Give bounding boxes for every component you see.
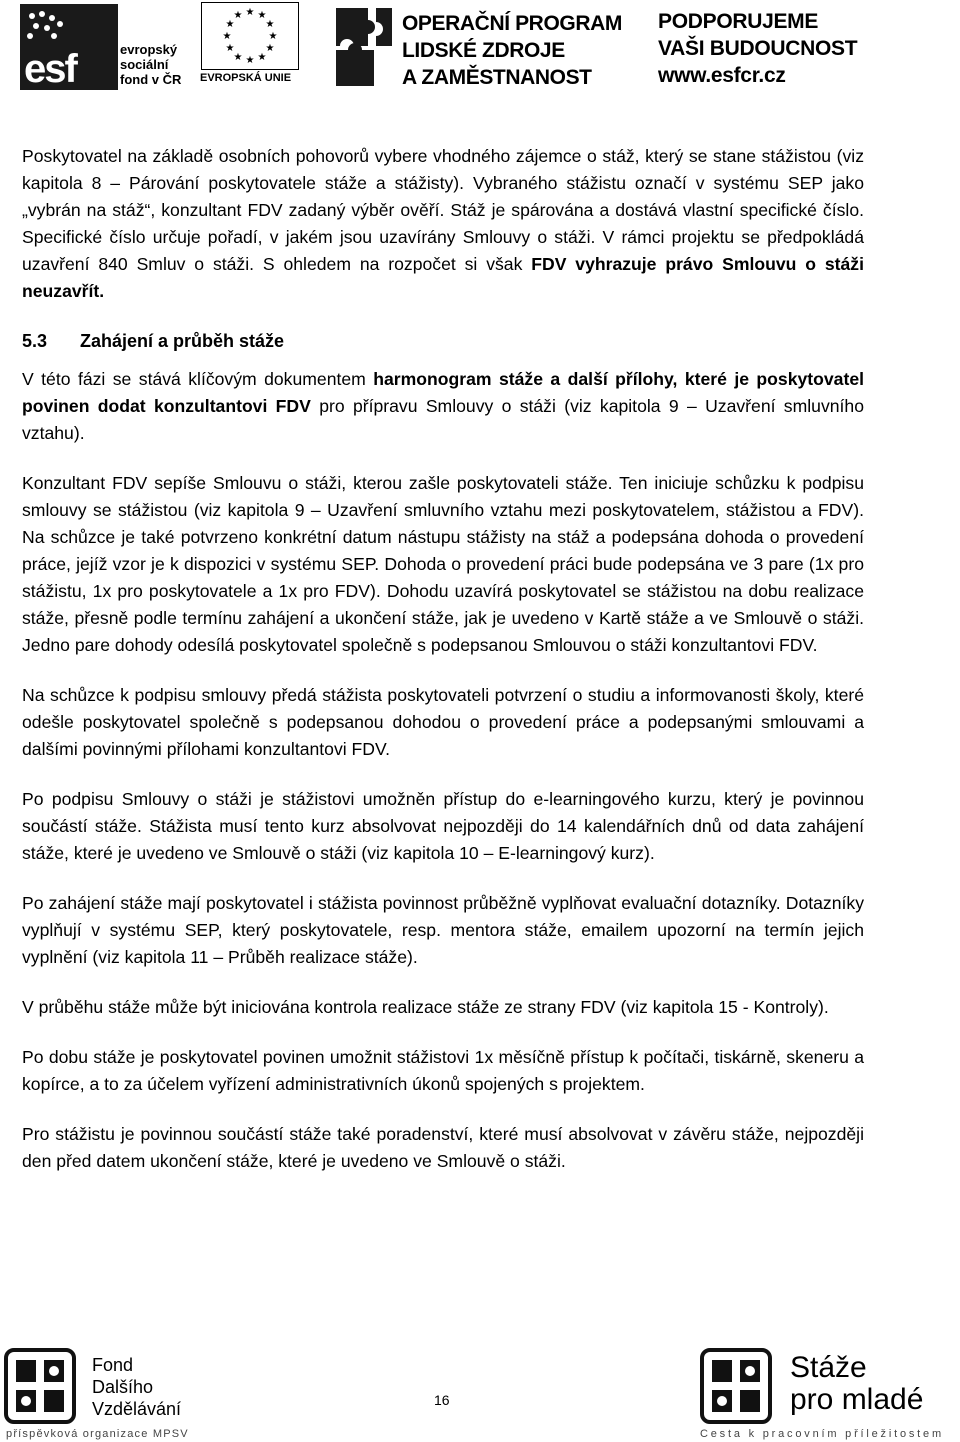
support-block (658, 8, 857, 89)
paragraph-2: V této fázi se stává klíčovým dokumentem harmonogram stáže a další přílohy, které je poskytovatel povinen dodat konzultantovi FDV pro přípravu Smlouvy o stáži (viz kapitola 9 – Uzavření smluvního vztahu). (22, 369, 864, 443)
svg-text:★: ★ (225, 19, 235, 30)
op-line-3: A ZAMĚSTNANOST (402, 66, 592, 89)
paragraph-9: Pro stážistu je povinnou součástí stáže také poradenství, které musí absolvovat v závěru stáže, nejpozději den před datem ukončení stáže, které je uvedeno ve Smlouvě o stáži. (22, 1124, 864, 1171)
svg-text:★: ★ (225, 43, 235, 54)
staze-subtitle: Cesta k pracovním příležitostem (700, 1428, 944, 1440)
paragraph-6: Po zahájení stáže mají poskytovatel i stážista povinnost průběžně vyplňovat evaluační dotazníky. Dotazníky vyplňují v systému SEP, který poskytovatele, resp. mentora stáže, emailem upozorní na termín jejich vyplnění (viz kapitola 11 – Průběh realizace stáže). (22, 893, 864, 967)
fdv-name: Fond Dalšího Vzdělávání (92, 1355, 182, 1419)
page-footer (0, 1346, 960, 1442)
section-number: 5.3 (22, 331, 48, 351)
esf-logo (20, 4, 118, 90)
page-header (0, 0, 960, 100)
svg-text:★: ★ (265, 43, 275, 54)
esf-logo-block (20, 4, 200, 90)
op-logo-block (330, 4, 640, 90)
svg-text:★: ★ (222, 31, 232, 42)
svg-text:★: ★ (233, 52, 243, 63)
document-body (22, 143, 864, 1198)
svg-text:esf: esf (24, 47, 76, 90)
section-title: Zahájení a průběh stáže (80, 331, 285, 351)
puzzle-icon (330, 4, 396, 90)
svg-text:★: ★ (265, 19, 275, 30)
staze-logo (700, 1348, 772, 1424)
eu-flag-icon (201, 2, 299, 70)
paragraph-3: Konzultant FDV sepíše Smlouvu o stáži, kterou zašle poskytovateli stáže. Ten iniciuje schůzku k podpisu smlouvy se stážistou (viz kapitola 9 – Uzavření smluvního vztahu mezi poskytovatelem, stážistou a FDV). Na schůzce je také potvrzeno konkrétní datum nástupu stážisty na stáž a podepsána dohoda o provedení práce, jejíž vzor je k dispozici v systému SEP. Dohoda o provedení práci bude podepsána ve 3 pare (1x pro stážistu, 1x pro poskytovatele a 1x pro FDV). Dohodu uzavírá poskytovatel se stážistou na dobu realizace stáže, přesně podle termínu zahájení a ukončení stáže, jak je uvedeno v Kartě stáže a ve Smlouvě o stáži. Jedno pare dohody odesílá poskytovatel společně s podepsanou Smlouvou o stáži konzultantovi FDV. (22, 473, 864, 655)
esf-text (120, 42, 181, 87)
esf-line-1: evropský (120, 42, 178, 57)
svg-text:★: ★ (245, 55, 255, 66)
fdv-logo (4, 1348, 76, 1424)
paragraph-5: Po podpisu Smlouvy o stáži je stážistovi umožněn přístup do e-learningového kurzu, který je povinnou součástí stáže. Stážista musí tento kurz absolvovat nejpozději do 14 kalendářních dnů od data zahájení stáže, které je uvedeno ve Smlouvě o stáži (viz kapitola 10 – E-learningový kurz). (22, 789, 864, 863)
paragraph-7: V průběhu stáže může být iniciována kontrola realizace stáže ze strany FDV (viz kapitola 15 - Kontroly). (22, 997, 829, 1017)
esf-line-2: sociální (120, 57, 169, 72)
support-line-2: VAŠI BUDOUCNOST (658, 37, 858, 60)
staze-name: Stáže pro mladé (790, 1351, 924, 1416)
eu-logo-block (200, 2, 300, 92)
svg-text:★: ★ (245, 7, 255, 18)
svg-text:★: ★ (233, 10, 243, 21)
paragraph-1: Poskytovatel na základě osobních pohovorů vybere vhodného zájemce o stáž, který se stane stážistou (viz kapitola 8 – Párování poskytovatele stáže a stážisty). Vybraného stážistu označí v systému SEP jako „vybrán na stáž“, konzultant FDV zadaný výběr ověří. Stáž je spárována a dostává vlastní specifické číslo. Specifické číslo určuje pořadí, v jakém jsou uzavírány Smlouvy o stáži. V rámci projektu se předpokládá uzavření 840 Smluv o stáži. S ohledem na rozpočet si však FDV vyhrazuje právo Smlouvu o stáži neuzavřít. (22, 146, 864, 301)
page-number: 16 (434, 1392, 450, 1408)
op-line-1: OPERAČNÍ PROGRAM (402, 12, 622, 35)
svg-text:★: ★ (257, 10, 267, 21)
support-line-1: PODPORUJEME (658, 10, 819, 33)
esf-line-3: fond v ČR (120, 72, 182, 87)
svg-text:★: ★ (268, 31, 278, 42)
svg-text:★: ★ (257, 52, 267, 63)
staze-logo-block (700, 1348, 958, 1442)
fdv-logo-block (4, 1348, 264, 1442)
eu-label: EVROPSKÁ UNIE (200, 72, 292, 84)
paragraph-8: Po dobu stáže je poskytovatel povinen umožnit stážistovi 1x měsíčně přístup k počítači, tiskárně, skeneru a kopírce, a to za účelem vyřízení administrativních úkonů spojených s projektem. (22, 1047, 864, 1094)
esfcr-link[interactable]: www.esfcr.cz (658, 64, 786, 87)
paragraph-4: Na schůzce k podpisu smlouvy předá stážista poskytovateli potvrzení o studiu a informovanosti školy, které odešle poskytovatel společně s podepsanou dohodou o provedení práce a podepsanými smlouvami a dalšími povinnými přílohami konzultantovi FDV. (22, 685, 864, 759)
op-line-2: LIDSKÉ ZDROJE (402, 39, 565, 62)
op-title (402, 10, 622, 91)
fdv-subtitle: příspěvková organizace MPSV (6, 1428, 189, 1440)
section-heading (22, 328, 864, 355)
